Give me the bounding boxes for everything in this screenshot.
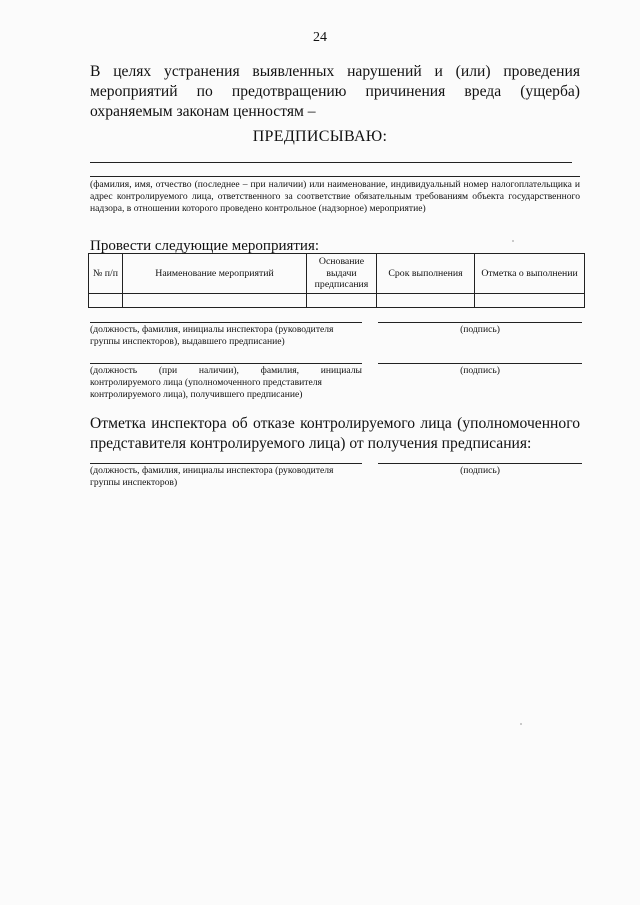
recipient-caption <box>90 365 362 401</box>
refusal-inspector-position-line <box>90 463 362 464</box>
subject-fill-line-1 <box>90 162 572 163</box>
table-cell[interactable] <box>89 294 123 308</box>
scan-speck <box>512 240 514 242</box>
column-header-completion-mark: Отметка о выполнении <box>475 254 585 294</box>
subject-caption: (фамилия, имя, отчество (последнее – при наличии) или наименование, индивидуальный номер налогоплательщика и адрес контролируемого лица, ответственного за соответствие обязательным требованиям объекта государственного надзора, в отношении которого проведено контрольное (надзорное) мероприятие) <box>90 179 580 214</box>
table-header-row <box>89 254 585 294</box>
order-heading: ПРЕДПИСЫВАЮ: <box>252 128 388 145</box>
inspector-position-line <box>90 322 362 323</box>
recipient-position-line <box>90 363 362 364</box>
measures-title: Провести следующие мероприятия: <box>90 238 320 254</box>
column-header-basis: Основание выдачи предписания <box>307 254 377 294</box>
table-cell[interactable] <box>475 294 585 308</box>
column-header-number: № п/п <box>89 254 123 294</box>
intro-paragraph: В целях устранения выявленных нарушений и (или) проведения мероприятий по предотвращению причинения вреда (ущерба) охраняемым законам ценностям – <box>90 63 580 120</box>
recipient-caption-line-2: контролируемого лица (уполномоченного представителя <box>90 377 322 388</box>
inspector-signature-caption: (подпись) <box>460 324 500 335</box>
table-cell[interactable] <box>307 294 377 308</box>
recipient-caption-line-3: контролируемого лица), получившего предписание) <box>90 389 303 400</box>
column-header-deadline: Срок выполнения <box>377 254 475 294</box>
recipient-signature-line <box>378 363 582 364</box>
recipient-signature-caption: (подпись) <box>460 365 500 376</box>
inspector-signature-line <box>378 322 582 323</box>
refusal-inspector-signature-caption: (подпись) <box>460 465 500 476</box>
scan-speck <box>520 723 522 725</box>
table-cell[interactable] <box>123 294 307 308</box>
recipient-caption-line-1: (должность (при наличии), фамилия, инициалы <box>90 365 362 376</box>
measures-table <box>88 253 585 308</box>
table-cell[interactable] <box>377 294 475 308</box>
column-header-measure-name: Наименование мероприятий <box>123 254 307 294</box>
refusal-paragraph: Отметка инспектора об отказе контролируемого лица (уполномоченного представителя контролируемого лица) от получения предписания: <box>90 415 580 452</box>
subject-fill-line-2 <box>90 176 580 177</box>
refusal-inspector-signature-line <box>378 463 582 464</box>
inspector-caption: (должность, фамилия, инициалы инспектора (руководителя группы инспекторов), выдавшего предписание) <box>90 324 334 347</box>
table-row <box>89 294 585 308</box>
page-number: 24 <box>313 30 327 45</box>
refusal-inspector-caption: (должность, фамилия, инициалы инспектора (руководителя группы инспекторов) <box>90 465 334 488</box>
